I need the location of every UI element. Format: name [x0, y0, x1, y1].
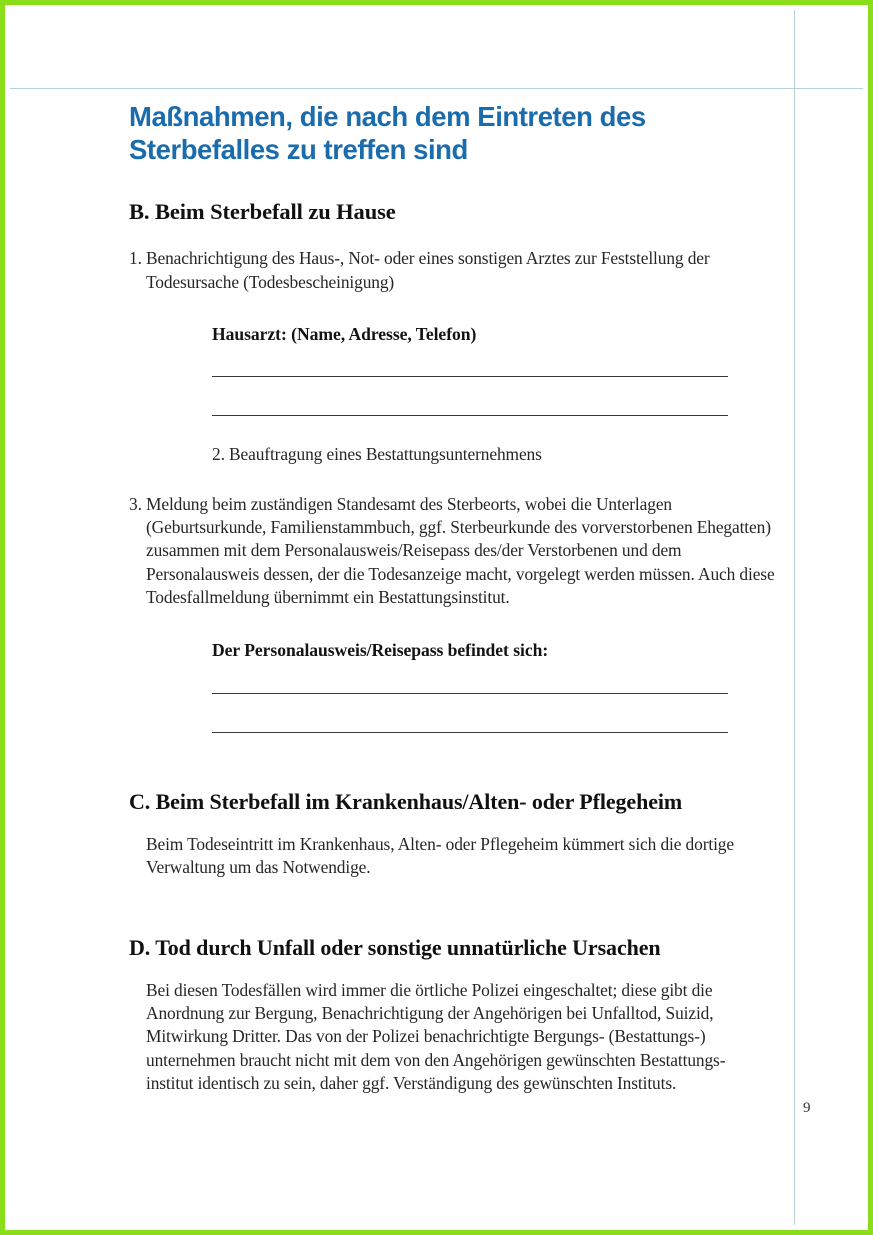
horizontal-guide-rule — [10, 88, 863, 89]
field-label-personalausweis: Der Personalausweis/Reisepass befindet sich: — [212, 639, 549, 660]
section-heading-c: C. Beim Sterbefall im Krankenhaus/Alten- oder Pflegeheim — [129, 788, 683, 814]
list-item-1-text: Benachrichtigung des Haus-, Not- oder eines sonstigen Arztes zur Feststellung der Todesursache (Todesbescheinigung) — [146, 248, 710, 292]
section-heading-b: B. Beim Sterbefall zu Hause — [129, 199, 396, 225]
page-title: Maßnahmen, die nach dem Eintreten des Sterbefalles zu treffen sind — [129, 101, 646, 165]
field-label-hausarzt: Hausarzt: (Name, Adresse, Telefon) — [212, 324, 477, 345]
list-item-3-text: Meldung beim zuständigen Standesamt des Sterbeorts, wobei die Unterlagen (Geburtsurkunde, Familienstammbuch, ggf. Sterbeurkunde des vorverstorbenen Ehegatten) zusammen mit dem Personalausweis/Reisepass des/der Verstorbenen und dem Personalausweis dessen, der die Todesanzeige macht, vorgelegt werden müssen. Auch diese Todesfallmeldung übernimmt ein Bestattungsinstitut. — [146, 493, 775, 608]
fill-in-gap — [212, 694, 728, 732]
section-heading-d: D. Tod durch Unfall oder sonstige unnatürliche Ursachen — [129, 934, 661, 960]
section-c-body: Beim Todeseintritt im Krankenhaus, Alten- oder Pflegeheim kümmert sich die dortige Verwaltung um das Notwendige. — [146, 833, 734, 878]
list-item-3 — [129, 493, 777, 610]
vertical-guide-rule — [794, 10, 795, 1225]
list-item-1 — [129, 247, 777, 294]
page-content — [129, 101, 777, 1096]
list-item-3-number: 3. — [129, 493, 142, 514]
fill-in-line[interactable] — [212, 415, 728, 416]
page-number: 9 — [803, 1100, 811, 1116]
fill-in-lines-personalausweis — [212, 693, 728, 733]
list-item-2: 2. Beauftragung eines Bestattungsunternehmens — [212, 444, 542, 465]
fill-in-lines-hausarzt — [212, 376, 728, 416]
section-d-body: Bei diesen Todesfällen wird immer die örtliche Polizei eingeschaltet; diese gibt die Anordnung zur Bergung, Benachrichtigung der Angehörigen bei Unfalltod, Suizid, Mitwirkung Dritter. Das von der Polizei benachrichtigte Bergungs- (Bestattungs-) unternehmen braucht nicht mit dem von den Angehörigen gewünschten Bestattungs-institut identisch zu sein, daher ggf. Verständigung des gewünschten Instituts. — [146, 979, 726, 1094]
list-item-1-number: 1. — [129, 248, 142, 269]
fill-in-gap — [212, 377, 728, 415]
fill-in-line[interactable] — [212, 732, 728, 733]
